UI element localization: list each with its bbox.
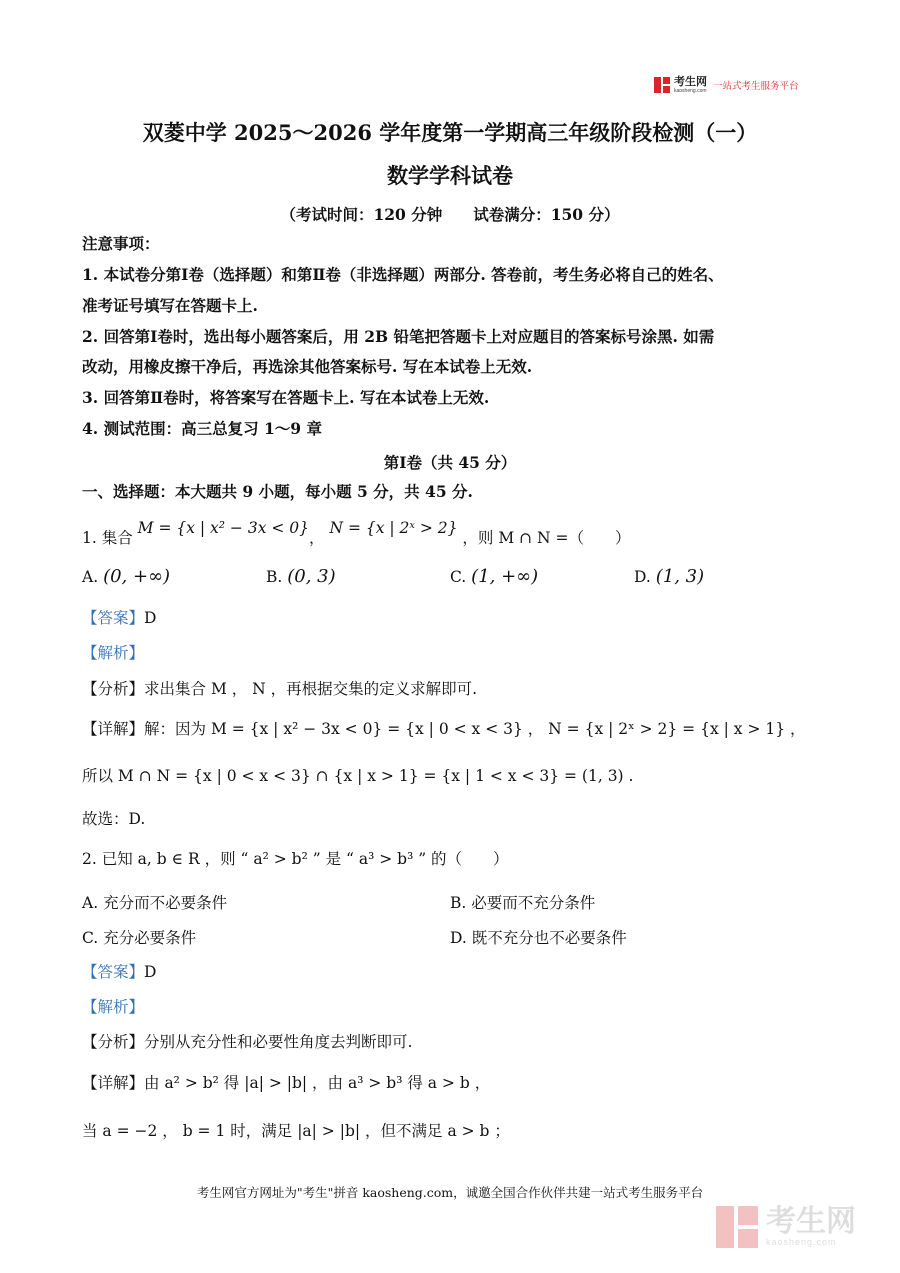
brand-domain: kaosheng.com (674, 87, 707, 94)
notice-heading: 注意事项： (82, 234, 160, 253)
exam-title: 双菱中学 2025～2026 学年度第一学期高三年级阶段检测（一） (142, 120, 758, 145)
q2-option-d: D. 既不充分也不必要条件 (450, 929, 627, 947)
q1-detail-2: 所以 M ∩ N = {x | 0 < x < 3} ∩ {x | x > 1} = {x | 1 < x < 3} = (1, 3) . (82, 767, 634, 785)
q2-answer (82, 962, 156, 982)
q2-option-b: B. 必要而不充分条件 (450, 894, 596, 912)
q1-set-n: N = {x | 2ˣ > 2} (329, 519, 458, 537)
question-1-stem (82, 519, 631, 548)
q1-option-b: B. (0, 3) (266, 566, 336, 587)
q2-detail-2: 当 a = −2 ， b = 1 时，满足 |a| > |b| ，但不满足 a > b ； (82, 1122, 510, 1140)
q1-detail-1: 【详解】解：因为 M = {x | x² − 3x < 0} = {x | 0 < x < 3} ， N = {x | 2ˣ > 2} = {x | x > 1} ， (82, 720, 806, 738)
page-footer: 考生网官方网址为"考生"拼音 kaosheng.com，诚邀全国合作伙伴共建一站式考生服务平台 (196, 1185, 704, 1200)
q2-detail-1: 【详解】由 a² > b² 得 |a| > |b| ，由 a³ > b³ 得 a > b ， (82, 1074, 491, 1092)
q2-fenxi: 【分析】分别从充分性和必要性角度去判断即可. (82, 1033, 413, 1051)
answer-tag: 【答案】 (82, 963, 145, 981)
notice-line: 1. 本试卷分第Ⅰ卷（选择题）和第Ⅱ卷（非选择题）两部分. 答卷前，考生务必将自己的姓名、 (82, 265, 724, 284)
q1-fenxi: 【分析】求出集合 M ， N ，再根据交集的定义求解即可. (82, 680, 478, 698)
q1-sep: ， (309, 529, 325, 547)
notice-line: 改动，用橡皮擦干净后，再选涂其他答案标号. 写在本试卷上无效. (82, 357, 533, 376)
q1-option-a: A. (0, +∞) (82, 566, 171, 587)
part-heading: 一、选择题：本大题共 9 小题，每小题 5 分，共 45 分. (82, 482, 473, 501)
q1-prefix: 1. 集合 (82, 529, 133, 547)
brand-logo (654, 74, 799, 96)
answer-tag: 【答案】 (82, 609, 145, 627)
q1-conclusion: 故选：D. (82, 810, 146, 828)
q1-option-d: D. (1, 3) (634, 566, 705, 587)
watermark-domain: kaosheng.com (766, 1237, 837, 1247)
answer-value: D (144, 963, 157, 981)
section-title: 第Ⅰ卷（共 45 分） (383, 453, 517, 472)
notice-line: 准考证号填写在答题卡上. (82, 296, 258, 315)
q1-set-m: M = {x | x² − 3x < 0} (137, 519, 310, 537)
q1-analysis-tag: 【解析】 (82, 644, 145, 662)
notice-line: 4. 测试范围：高三总复习 1～9 章 (82, 419, 322, 438)
answer-value: D (144, 609, 157, 627)
exam-subtitle: 数学学科试卷 (387, 163, 513, 188)
notice-line: 3. 回答第Ⅱ卷时，将答案写在答题卡上. 写在本试卷上无效. (82, 388, 490, 407)
question-2-stem: 2. 已知 a, b ∈ R ，则 “ a² > b² ” 是 “ a³ > b³ ” 的（ ） (82, 850, 509, 868)
q2-option-a: A. 充分而不必要条件 (82, 894, 228, 912)
q2-option-c: C. 充分必要条件 (82, 929, 197, 947)
notice-line: 2. 回答第Ⅰ卷时，选出每小题答案后，用 2B 铅笔把答题卡上对应题目的答案标号涂黑. 如需 (82, 327, 715, 346)
watermark-name: 考生网 (766, 1205, 856, 1238)
brand-name: 考生网 (674, 75, 707, 88)
q2-analysis-tag: 【解析】 (82, 998, 145, 1016)
q1-suffix: ，则 M ∩ N =（ ） (462, 529, 631, 547)
watermark-icon (716, 1206, 758, 1248)
brand-slogan: 一站式考生服务平台 (713, 81, 799, 92)
exam-info: （考试时间：120 分钟 试卷满分：150 分） (280, 205, 620, 224)
q1-option-c: C. (1, +∞) (450, 566, 539, 587)
watermark-logo (716, 1206, 856, 1248)
brand-logo-icon (654, 77, 670, 93)
q1-answer (82, 608, 156, 628)
